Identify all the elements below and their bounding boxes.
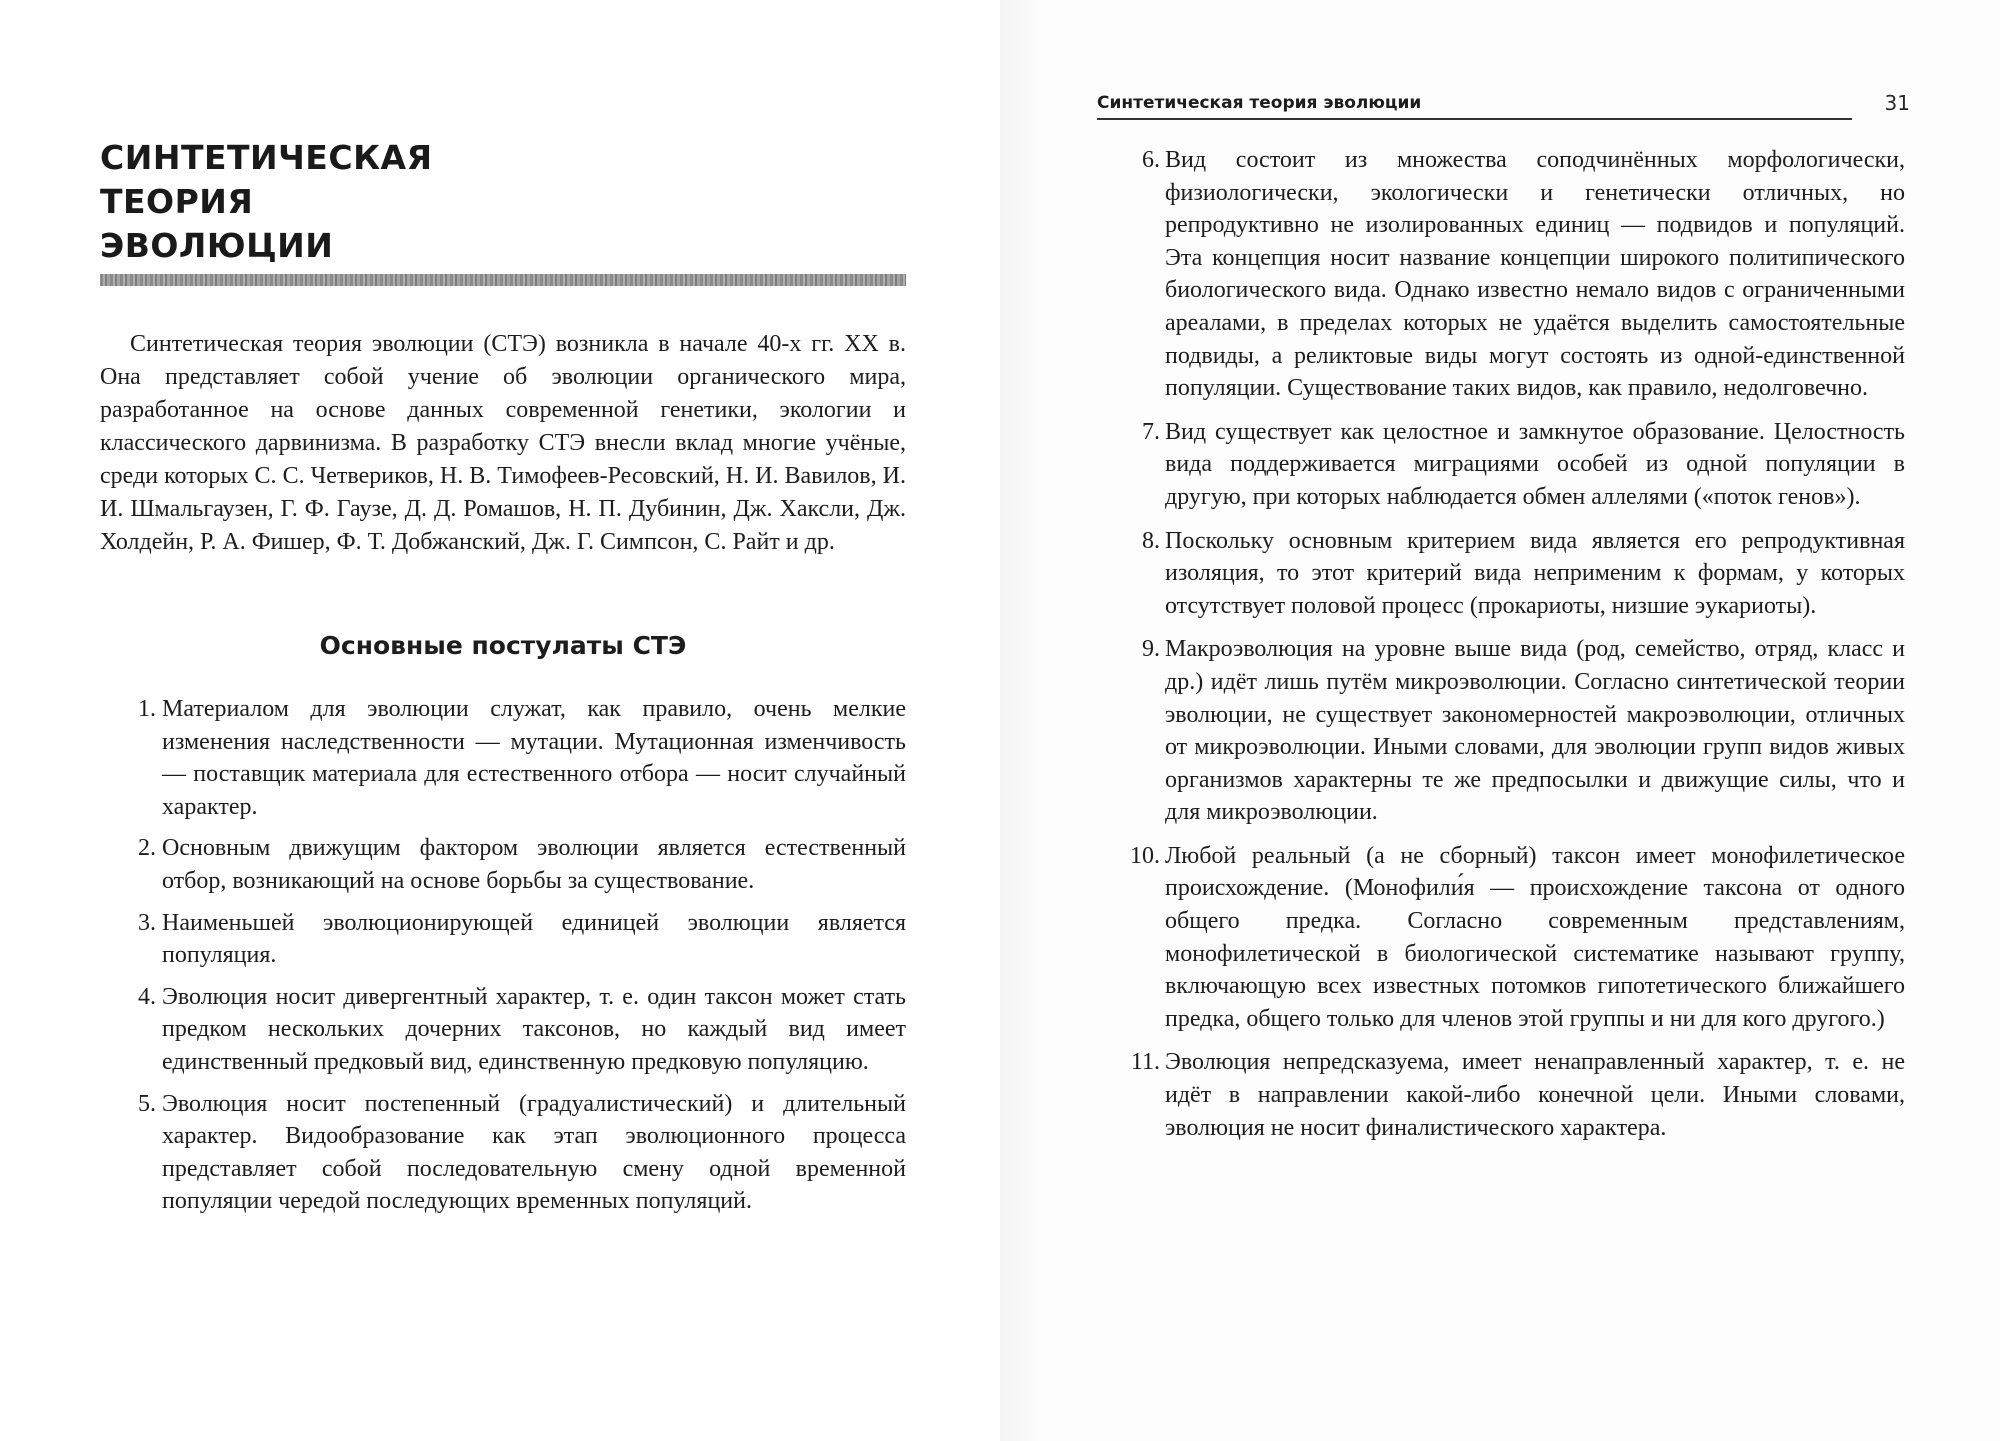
item-number: 11. — [1130, 1049, 1160, 1076]
list-item — [1100, 633, 1905, 829]
item-text: Вид существует как целостное и замкнутое образование. Целостность вида поддерживается миграциями особей из одной популяции в другую, при которых наблюдается обмен аллелями («поток генов»). — [1165, 418, 1905, 510]
item-number: 2. — [138, 835, 156, 862]
item-text: Макроэволюция на уровне выше вида (род, семейство, отряд, класс и др.) идёт лишь путём микроэволюции. Согласно синтетической теории эволюции, не существует закономерностей макроэволюции, отличных от микроэволюции. Иными словами, для эволюции групп видов живых организмов характерны те же предпосылки и движущие силы, что и для микроэволюции. — [1165, 636, 1905, 826]
chapter-title-line: СИНТЕТИЧЕСКАЯ — [100, 138, 433, 177]
list-item — [100, 907, 906, 972]
page-number: 31 — [1884, 91, 1910, 115]
item-number: 4. — [138, 983, 156, 1010]
list-item — [100, 693, 906, 823]
list-item — [1100, 1046, 1905, 1144]
chapter-title-line: ТЕОРИЯ — [100, 182, 254, 221]
postulates-list-right — [1100, 144, 1905, 1155]
item-text: Эволюция непредсказуема, имеет ненаправленный характер, т. е. не идёт в направлении какой-либо конечной цели. Иными словами, эволюция не носит финалистического характера. — [1165, 1049, 1905, 1141]
running-header: Синтетическая теория эволюции — [1097, 92, 1852, 120]
item-text: Эволюция носит постепенный (градуалистический) и длительный характер. Видообразование как этап эволюционного процесса представляет собой последовательную смену одной временной популяции чередой последующих временных популяций. — [162, 1090, 906, 1215]
item-number: 9. — [1142, 636, 1160, 663]
item-text: Эволюция носит дивергентный характер, т. е. один таксон может стать предком нескольких дочерних таксонов, но каждый вид имеет единственный предковый вид, единственную предковую популяцию. — [162, 983, 906, 1075]
list-item — [100, 1088, 906, 1218]
item-number: 7. — [1142, 418, 1160, 445]
item-number: 10. — [1130, 842, 1160, 869]
item-number: 5. — [138, 1090, 156, 1117]
item-number: 6. — [1142, 147, 1160, 173]
item-text: Материалом для эволюции служат, как правило, очень мелкие изменения наследственности — мутации. Мутационная изменчивость — поставщик материала для естественного отбора — носит случайный характер. — [162, 696, 906, 820]
item-text: Наименьшей эволюционирующей единицей эволюции является популяция. — [162, 909, 906, 969]
postulates-list-left — [100, 693, 906, 1227]
item-text: Вид состоит из множества соподчинённых морфологически, физиологически, экологически и генетически отличных, но репродуктивно не изолированных единиц — подвидов и популяций. Эта концепция носит название концепции широкого политипического биологического вида. Однако известно немало видов с ограниченными ареалами, в пределах которых не удаётся выделить самостоятельные подвиды, а реликтовые виды могут состоять из одной-единственной популяции. Существование таких видов, как правило, недолговечно. — [1165, 147, 1905, 402]
item-text: Основным движущим фактором эволюции является естественный отбор, возникающий на основе борьбы за существование. — [162, 835, 906, 894]
list-item — [1100, 525, 1905, 623]
list-item — [100, 981, 906, 1079]
list-item — [1100, 840, 1905, 1036]
item-number: 1. — [138, 696, 156, 722]
section-heading: Основные постулаты СТЭ — [319, 631, 687, 660]
title-decorative-rule — [100, 274, 906, 286]
item-text: Любой реальный (а не сборный) таксон имеет монофилетическое происхождение. (Монофили́я — происхождение таксона от одного общего предка. Согласно современным представлениям, монофилетической в биологической систематике называют группу, включающую всех известных потомков гипотетического ближайшего предка, общего только для членов этой группы и ни для кого другого.) — [1165, 842, 1905, 1032]
chapter-title-line: ЭВОЛЮЦИИ — [100, 226, 334, 265]
list-item — [1100, 144, 1905, 405]
intro-paragraph: Синтетическая теория эволюции (СТЭ) возникла в начале 40-х гг. XX в. Она представляет собой учение об эволюции органического мира, разработанное на основе данных современной генетики, экологии и классического дарвинизма. В разработку СТЭ внесли вклад многие учёные, среди которых С. С. Четвериков, Н. В. Тимофеев-Ресовский, Н. И. Вавилов, И. И. Шмальгаузен, Г. Ф. Гаузе, Д. Д. Ромашов, Н. П. Дубинин, Дж. Хаксли, Дж. Холдейн, Р. А. Фишер, Ф. Т. Добжанский, Дж. Г. Симпсон, С. Райт и др. — [100, 331, 906, 555]
page-gutter — [1000, 0, 1040, 1441]
item-number: 3. — [138, 909, 156, 936]
item-text: Поскольку основным критерием вида является его репродуктивная изоляция, то этот критерий вида неприменим к формам, у которых отсутствует половой процесс (прокариоты, низшие эукариоты). — [1165, 527, 1905, 619]
item-number: 8. — [1142, 527, 1160, 554]
list-item — [100, 832, 906, 897]
chapter-title — [100, 136, 660, 268]
list-item — [1100, 416, 1905, 514]
